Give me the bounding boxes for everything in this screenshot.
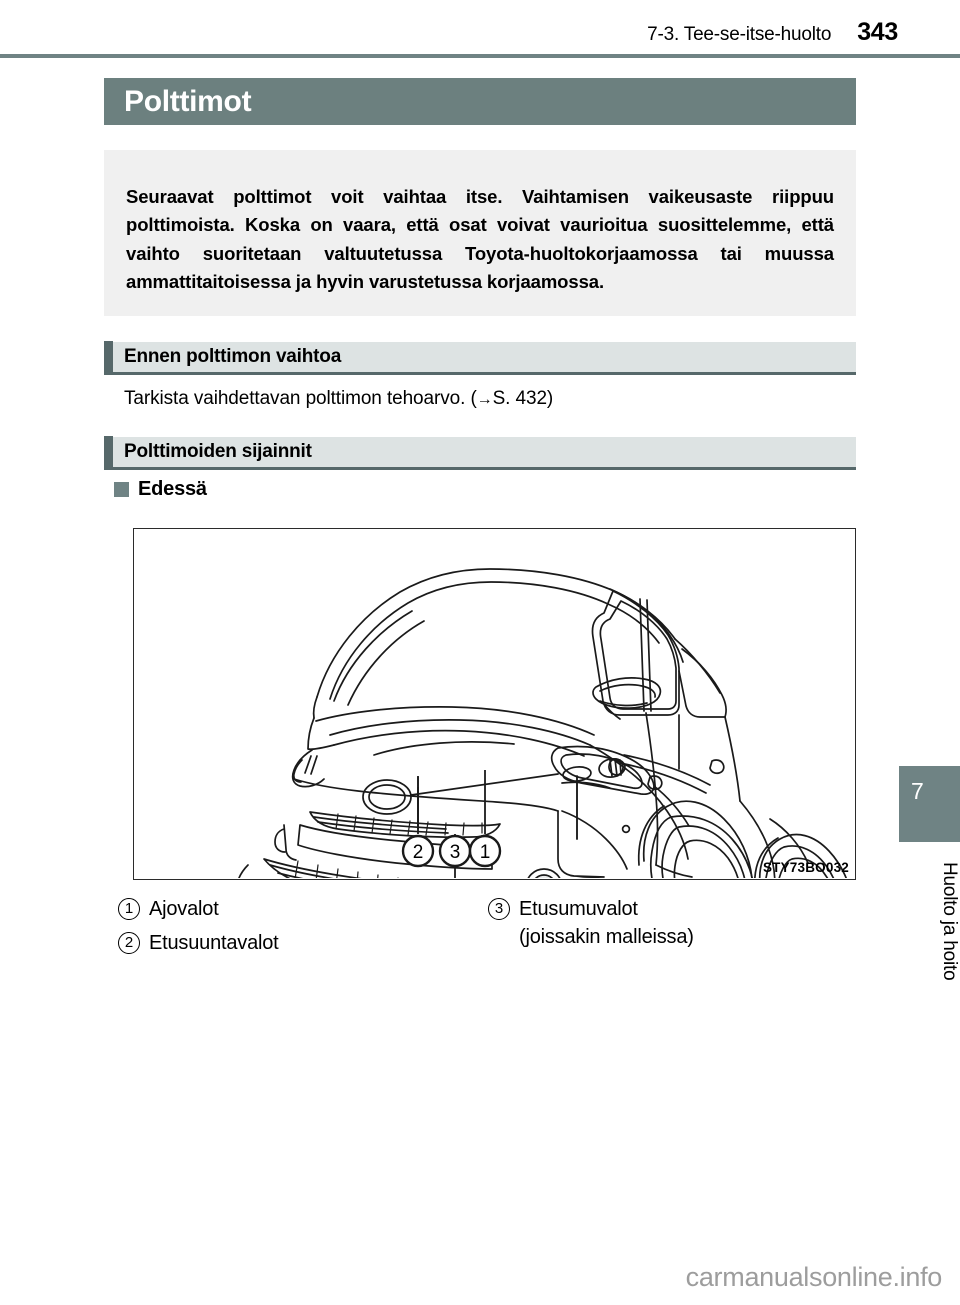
section-accent-bar: [104, 341, 113, 374]
svg-text:2: 2: [412, 842, 424, 863]
legend-column-right: [488, 895, 858, 963]
illustration-frame: [133, 528, 856, 880]
legend-number-badge: 1: [118, 898, 140, 920]
body-text-suffix: S. 432): [492, 388, 554, 409]
legend-number-badge: 2: [118, 932, 140, 954]
car-front-illustration: [134, 529, 855, 878]
site-watermark: carmanualsonline.info: [685, 1262, 942, 1292]
section-header-label: Polttimoiden sijainnit: [124, 441, 312, 462]
section-header-bulb-locations: [104, 437, 856, 470]
page-title: Polttimot: [124, 84, 252, 118]
subheading-front: [114, 478, 207, 501]
page-number: 343: [857, 18, 898, 46]
svg-text:1: 1: [479, 842, 491, 863]
legend-sublabel: (joissakin malleissa): [519, 926, 694, 948]
legend-number-badge: 3: [488, 898, 510, 920]
square-bullet-icon: [114, 482, 129, 497]
legend-item: [118, 895, 488, 923]
chapter-title-band: [104, 78, 856, 125]
header-divider: [0, 54, 960, 58]
section-header-before-bulb-change: [104, 342, 856, 375]
section-accent-bar: [104, 436, 113, 469]
legend-label-group: [519, 895, 694, 951]
legend-column-left: [118, 895, 488, 963]
figure-callout-markers: [403, 836, 500, 866]
page-header: [0, 18, 960, 50]
figure-legend: [118, 895, 858, 963]
header-section-label: 7-3. Tee-se-itse-huolto: [647, 24, 832, 45]
legend-item: [488, 895, 858, 951]
figure-code-label: STY73BO032: [762, 860, 849, 875]
legend-item: [118, 929, 488, 957]
legend-label: Etusumuvalot: [519, 898, 638, 920]
section-body-before-bulb-change: [124, 388, 553, 410]
chapter-tab: [899, 766, 960, 842]
chapter-tab-number: 7: [911, 778, 924, 804]
svg-text:3: 3: [449, 842, 461, 863]
body-text-prefix: Tarkista vaihdettavan polttimon tehoarvo. (: [124, 388, 477, 409]
page-reference-arrow-icon: →: [476, 391, 493, 408]
intro-notice-text: Seuraavat polttimot voit vaihtaa itse. Vaihtamisen vaikeusaste riippuu polttimoista. Koska on vaara, että osat voivat vaurioitua suosittelemme, että vaihto suoritetaan valtuutetussa Toyota-huoltokorjaamossa tai muussa ammattitaitoisessa ja hyvin varustetussa korjaamossa.: [126, 185, 834, 292]
intro-notice-box: [104, 150, 856, 316]
legend-label: Ajovalot: [149, 898, 219, 920]
section-header-label: Ennen polttimon vaihtoa: [124, 346, 342, 367]
subheading-label: Edessä: [138, 478, 207, 500]
legend-label: Etusuuntavalot: [149, 932, 279, 954]
chapter-tab-label: Huolto ja hoito: [939, 862, 960, 981]
